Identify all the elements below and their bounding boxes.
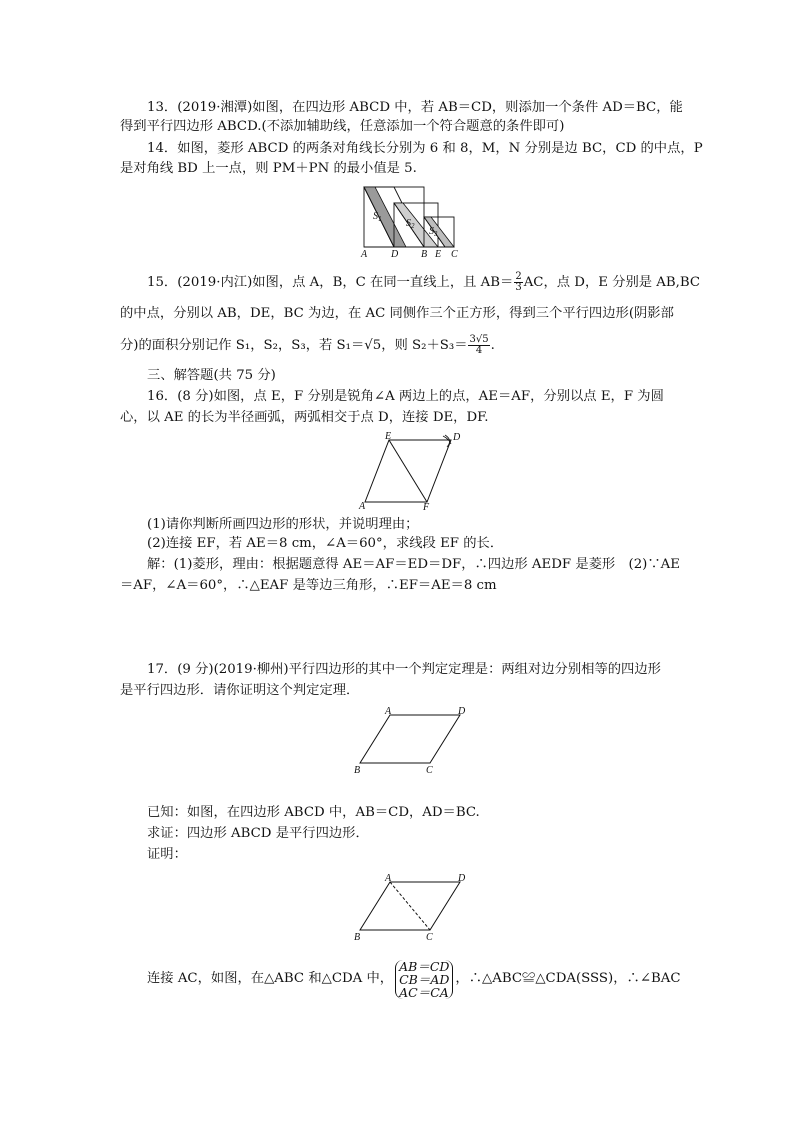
q15-line-3: 分)的面积分别记作 S₁，S₂，S₃，若 S₁＝√5，则 S₂＋S₃＝ $\frac{3√5}{4}$ . xyxy=(120,334,495,356)
q14-line-2: 是对角线 BD 上一点，则 PM＋PN 的最小值是 5. xyxy=(120,161,417,176)
squares-figure xyxy=(355,180,470,260)
condition-brace: AB＝CD CB＝AD AC＝CA xyxy=(395,960,453,999)
q17-line-2: 是平行四边形．请你证明这个判定定理． xyxy=(120,683,360,698)
label-s1: $S_1$ xyxy=(373,211,382,223)
label-b: B xyxy=(421,249,428,260)
fraction-2-3: $\frac{2}{3}$ xyxy=(515,271,522,293)
label-b: B xyxy=(354,765,361,775)
label-d: D xyxy=(458,873,466,884)
q17-given: 已知：如图，在四边形 ABCD 中，AB＝CD，AD＝BC. xyxy=(147,805,480,820)
q14-line-1: 14．如图，菱形 ABCD 的两条对角线长分别为 6 和 8，M，N 分别是边 BC，CD 的中点，P xyxy=(147,141,703,156)
label-c: C xyxy=(426,932,433,942)
label-s3: $S_3$ xyxy=(429,226,438,238)
q16-line-2: 心，以 AE 的长为半径画弧，两弧相交于点 D，连接 DE，DF. xyxy=(120,410,489,425)
label-a: A xyxy=(361,249,368,260)
q16-solution-1: 解：(1)菱形，理由：根据题意得 AE＝AF＝ED＝DF，∴四边形 AEDF 是菱形 (2)∵AE xyxy=(147,557,680,572)
label-a: A xyxy=(385,873,392,884)
q17-line-1: 17．(9 分)(2019·柳州)平行四边形的其中一个判定定理是：两组对边分别相等的四边形 xyxy=(147,662,661,677)
label-e: E xyxy=(435,249,442,260)
parallelogram-figure-1 xyxy=(350,705,475,775)
parallelogram-s1 xyxy=(364,187,406,247)
label-e: E xyxy=(385,431,392,442)
q16-line-1: 16．(8 分)如图，点 E，F 分别是锐角∠A 两边上的点，AE＝AF，分别以点 E，F 为圆 xyxy=(147,389,664,404)
label-d: D xyxy=(453,432,461,443)
diagonal-ac xyxy=(390,882,430,930)
q15-line-1: 15．(2019·内江)如图，点 A，B，C 在同一直线上，且 AB＝ $\frac{2}{3}$ AC，点 D，E 分别是 AB,BC xyxy=(147,271,701,293)
q17-proof-label: 证明： xyxy=(147,847,187,862)
section-3-title: 三、解答题(共 75 分) xyxy=(147,368,276,383)
q13-line-2: 得到平行四边形 ABCD.(不添加辅助线，任意添加一个符合题意的条件即可) xyxy=(120,119,565,134)
q17-last-line: 连接 AC，如图，在△ABC 和△CDA 中， AB＝CD CB＝AD AC＝CA ，∴△ABC≌△CDA(SSS)，∴∠BAC xyxy=(147,958,681,1000)
parallelogram-figure-2 xyxy=(350,872,475,942)
rhombus-figure xyxy=(357,430,467,510)
q13-line-1: 13．(2019·湘潭)如图，在四边形 ABCD 中，若 AB＝CD，则添加一个条件 AD＝BC，能 xyxy=(147,100,683,115)
label-c: C xyxy=(451,249,458,260)
q17-prove: 求证：四边形 ABCD 是平行四边形． xyxy=(147,826,369,841)
label-a: A xyxy=(385,706,392,717)
q16-part-1: (1)请你判断所画四边形的形状，并说明理由； xyxy=(147,517,419,532)
answer-fraction: $\frac{3√5}{4}$ xyxy=(469,334,489,356)
label-b: B xyxy=(354,932,361,942)
label-d: D xyxy=(458,706,466,717)
label-s2: $S_2$ xyxy=(406,218,415,230)
label-c: C xyxy=(426,765,433,775)
label-a: A xyxy=(359,501,366,510)
q15-line-2: 的中点，分别以 AB，DE，BC 为边，在 AC 同侧作三个正方形，得到三个平行四边形(阴影部 xyxy=(120,306,674,321)
q16-solution-2: ＝AF，∠A＝60°，∴△EAF 是等边三角形，∴EF＝AE＝8 cm xyxy=(120,578,497,593)
label-d: D xyxy=(391,249,399,260)
label-f: F xyxy=(423,502,430,510)
q16-part-2: (2)连接 EF，若 AE＝8 cm，∠A＝60°，求线段 EF 的长． xyxy=(147,536,504,551)
